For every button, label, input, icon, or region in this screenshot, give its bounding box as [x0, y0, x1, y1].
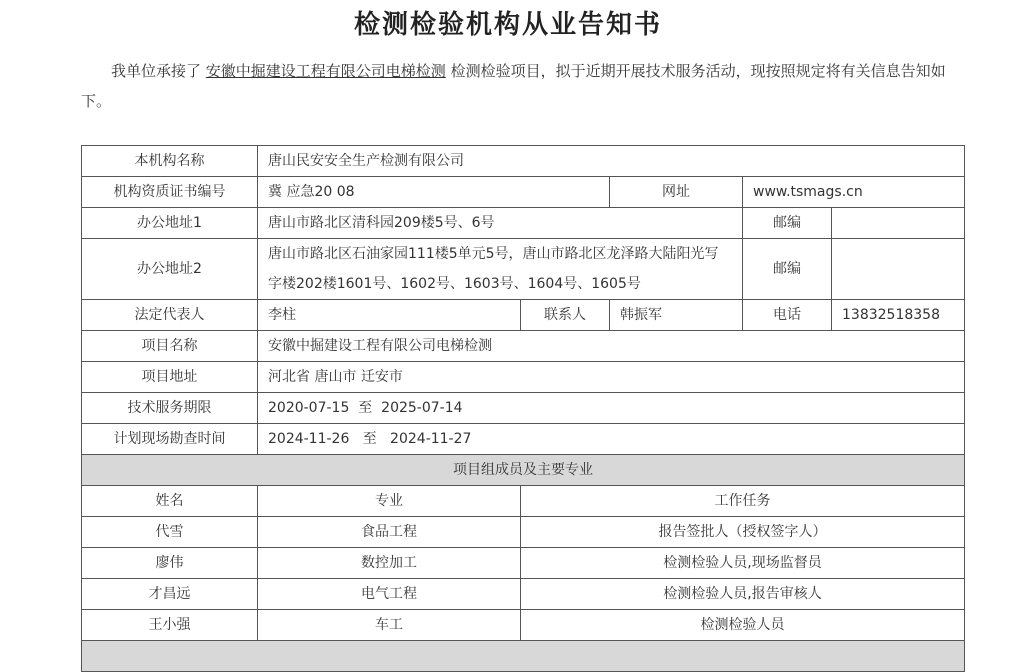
- member-name: 王小强: [82, 610, 258, 641]
- member-task: 检测检验人员,报告审核人: [521, 579, 965, 610]
- members-section-title: 项目组成员及主要专业: [82, 455, 965, 486]
- postcode1-value: [832, 208, 965, 239]
- project-name-label: 项目名称: [82, 331, 258, 362]
- member-major: 数控加工: [258, 548, 521, 579]
- survey-time-label: 计划现场勘查时间: [82, 424, 258, 455]
- next-section-title: [82, 641, 965, 672]
- row-org-name: [82, 146, 965, 177]
- project-addr-value: 河北省 唐山市 迁安市: [258, 362, 965, 393]
- addr2-value: 唐山市路北区石油家园111楼5单元5号，唐山市路北区龙泽路大陆阳光写字楼202楼1601号、1602号、1603号、1604号、1605号: [258, 239, 743, 300]
- phone-value: 13832518358: [832, 300, 965, 331]
- intro-prefix: 我单位承接了: [111, 62, 202, 80]
- postcode2-label: 邮编: [743, 239, 832, 300]
- col-header-name: 姓名: [82, 486, 258, 517]
- intro-paragraph: [81, 56, 961, 116]
- contact-value: 韩振军: [610, 300, 743, 331]
- table-row: [82, 579, 965, 610]
- org-name-label: 本机构名称: [82, 146, 258, 177]
- addr1-label: 办公地址1: [82, 208, 258, 239]
- row-project-addr: [82, 362, 965, 393]
- row-survey-time: [82, 424, 965, 455]
- postcode2-value: [832, 239, 965, 300]
- addr2-label: 办公地址2: [82, 239, 258, 300]
- survey-time-value: 2024-11-26 至 2024-11-27: [258, 424, 965, 455]
- table-row: [82, 517, 965, 548]
- row-cert: [82, 177, 965, 208]
- member-major: 车工: [258, 610, 521, 641]
- row-next-section: [82, 641, 965, 672]
- intro-project-name: 安徽中掘建设工程有限公司电梯检测: [205, 62, 446, 80]
- member-name: 廖伟: [82, 548, 258, 579]
- service-period-value: 2020-07-15 至 2025-07-14: [258, 393, 965, 424]
- notice-table: [81, 145, 965, 672]
- project-addr-label: 项目地址: [82, 362, 258, 393]
- legal-label: 法定代表人: [82, 300, 258, 331]
- contact-label: 联系人: [521, 300, 610, 331]
- org-name-value: 唐山民安安全生产检测有限公司: [258, 146, 965, 177]
- table-row: [82, 610, 965, 641]
- member-task: 报告签批人（授权签字人）: [521, 517, 965, 548]
- member-major: 食品工程: [258, 517, 521, 548]
- cert-label: 机构资质证书编号: [82, 177, 258, 208]
- members-header-row: [82, 486, 965, 517]
- row-legal: [82, 300, 965, 331]
- page-title: 检测检验机构从业告知书: [353, 10, 662, 40]
- row-addr2: [82, 239, 965, 300]
- website-label: 网址: [610, 177, 743, 208]
- col-header-task: 工作任务: [521, 486, 965, 517]
- member-major: 电气工程: [258, 579, 521, 610]
- legal-value: 李柱: [258, 300, 521, 331]
- row-project-name: [82, 331, 965, 362]
- member-task: 检测检验人员: [521, 610, 965, 641]
- member-name: 代雪: [82, 517, 258, 548]
- col-header-major: 专业: [258, 486, 521, 517]
- service-period-label: 技术服务期限: [82, 393, 258, 424]
- addr1-value: 唐山市路北区清科园209楼5号、6号: [258, 208, 743, 239]
- cert-value: 冀 应急20 08: [258, 177, 610, 208]
- website-value: www.tsmags.cn: [743, 177, 965, 208]
- member-name: 才昌远: [82, 579, 258, 610]
- table-row: [82, 548, 965, 579]
- project-name-value: 安徽中掘建设工程有限公司电梯检测: [258, 331, 965, 362]
- postcode1-label: 邮编: [743, 208, 832, 239]
- row-addr1: [82, 208, 965, 239]
- row-service-period: [82, 393, 965, 424]
- phone-label: 电话: [743, 300, 832, 331]
- intro-suffix: 检测检验项目，拟于近期开展技术服务活动，现按照规定将有关信息告知如下。: [81, 62, 946, 110]
- member-task: 检测检验人员,现场监督员: [521, 548, 965, 579]
- row-members-section: [82, 455, 965, 486]
